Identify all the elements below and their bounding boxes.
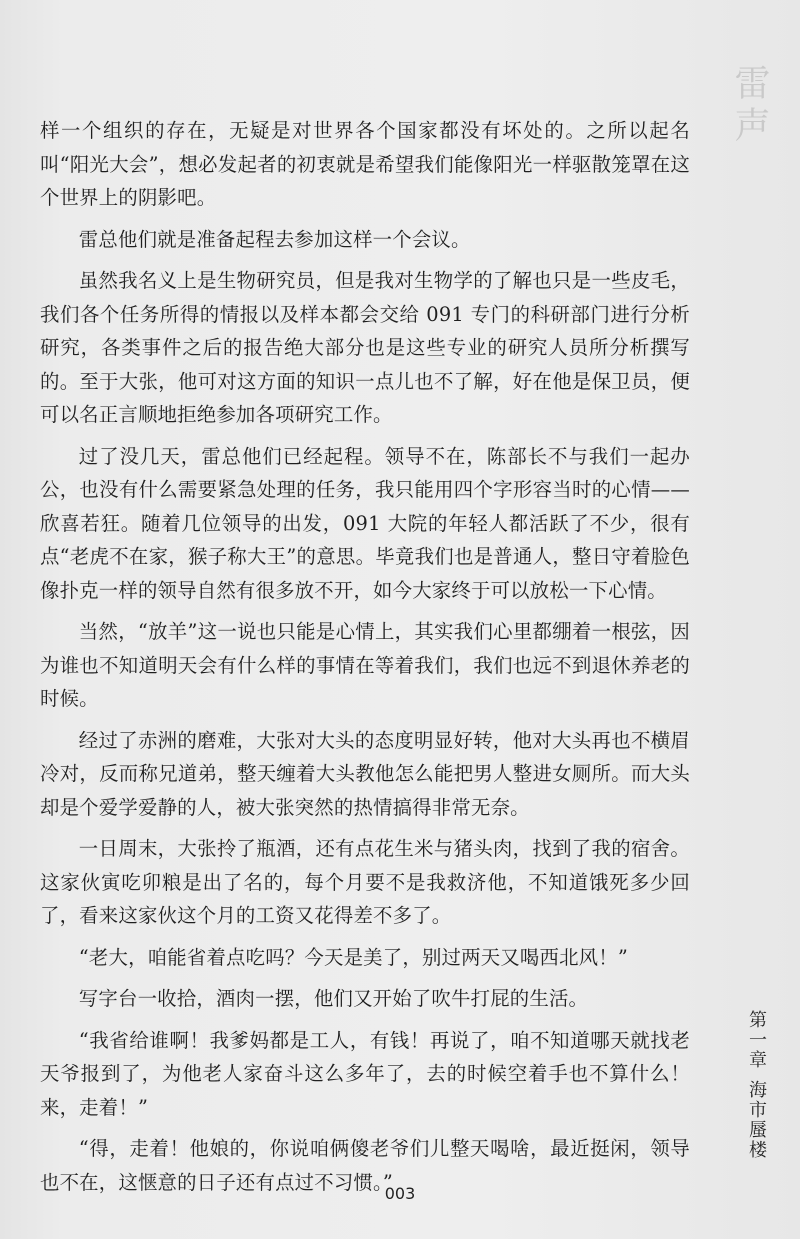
paragraph-3: 虽然我名义上是生物研究员，但是我对生物学的了解也只是一些皮毛，我们各个任务所得的情报以及样本都会交给 091 专门的科研部门进行分析研究，各类事件之后的报告绝大部分也是这些专业的研究人员所分析撰写的。至于大张，他可对这方面的知识一点儿也不了解，好在他是保卫员，便可以名正言顺地拒绝参加各项研究工作。 xyxy=(40,269,690,426)
running-header-watermark: 雷声 xyxy=(729,64,770,148)
paragraph-9: 写字台一收拾，酒肉一摆，他们又开始了吹牛打屁的生活。 xyxy=(78,987,589,1010)
chapter-label xyxy=(746,1010,768,1160)
chapter-number: 第一章 xyxy=(746,1010,767,1070)
paragraph-6: 经过了赤洲的磨难，大张对大头的态度明显好转，他对大头再也不横眉冷对，反而称兄道弟，整天缠着大头教他怎么能把男人整进女厕所。而大头却是个爱学爱静的人，被大张突然的热情搞得非常无奈。 xyxy=(40,728,690,819)
paragraph-10: “我省给谁啊！我爹妈都是工人，有钱！再说了，咱不知道哪天就找老天爷报到了，为他老人家奋斗这么多年了，去的时候空着手也不算什么！来，走着！” xyxy=(40,1028,690,1119)
page-number: 003 xyxy=(384,1184,416,1203)
paragraph-8: “老大，咱能省着点吃吗？今天是美了，别过两天又喝西北风！” xyxy=(78,945,628,969)
paragraph-2: 雷总他们就是准备起程去参加这样一个会议。 xyxy=(78,227,471,251)
paragraph-11: “得，走着！他娘的，你说咱俩傻老爷们儿整天喝啥，最近挺闲，领导也不在，这惬意的日子还有点过不习惯。” xyxy=(40,1137,690,1194)
paragraph-4: 过了没几天，雷总他们已经起程。领导不在，陈部长不与我们一起办公，也没有什么需要紧急处理的任务，我只能用四个字形容当时的心情——欣喜若狂。随着几位领导的出发，091 大院的年轻人都活跃了不少，很有点“老虎不在家，猴子称大王”的意思。毕竟我们也是普通人，整日守着脸色像扑克一样的领导自然有很多放不开，如今大家终于可以放松一下心情。 xyxy=(40,444,690,602)
paragraph-5: 当然，“放羊”这一说也只能是心情上，其实我们心里都绷着一根弦，因为谁也不知道明天会有什么样的事情在等着我们，我们也远不到退休养老的时候。 xyxy=(40,620,690,710)
paragraph-7: 一日周末，大张拎了瓶酒，还有点花生米与猪头肉，找到了我的宿舍。这家伙寅吃卯粮是出了名的，每个月要不是我救济他，不知道饿死多少回了，看来这家伙这个月的工资又花得差不多了。 xyxy=(40,837,690,927)
paragraph-1: 样一个组织的存在，无疑是对世界各个国家都没有坏处的。之所以起名叫“阳光大会”，想必发起者的初衷就是希望我们能像阳光一样驱散笼罩在这个世界上的阴影吧。 xyxy=(40,119,690,209)
body-text xyxy=(40,114,690,1207)
chapter-title: 海市蜃楼 xyxy=(746,1080,767,1160)
